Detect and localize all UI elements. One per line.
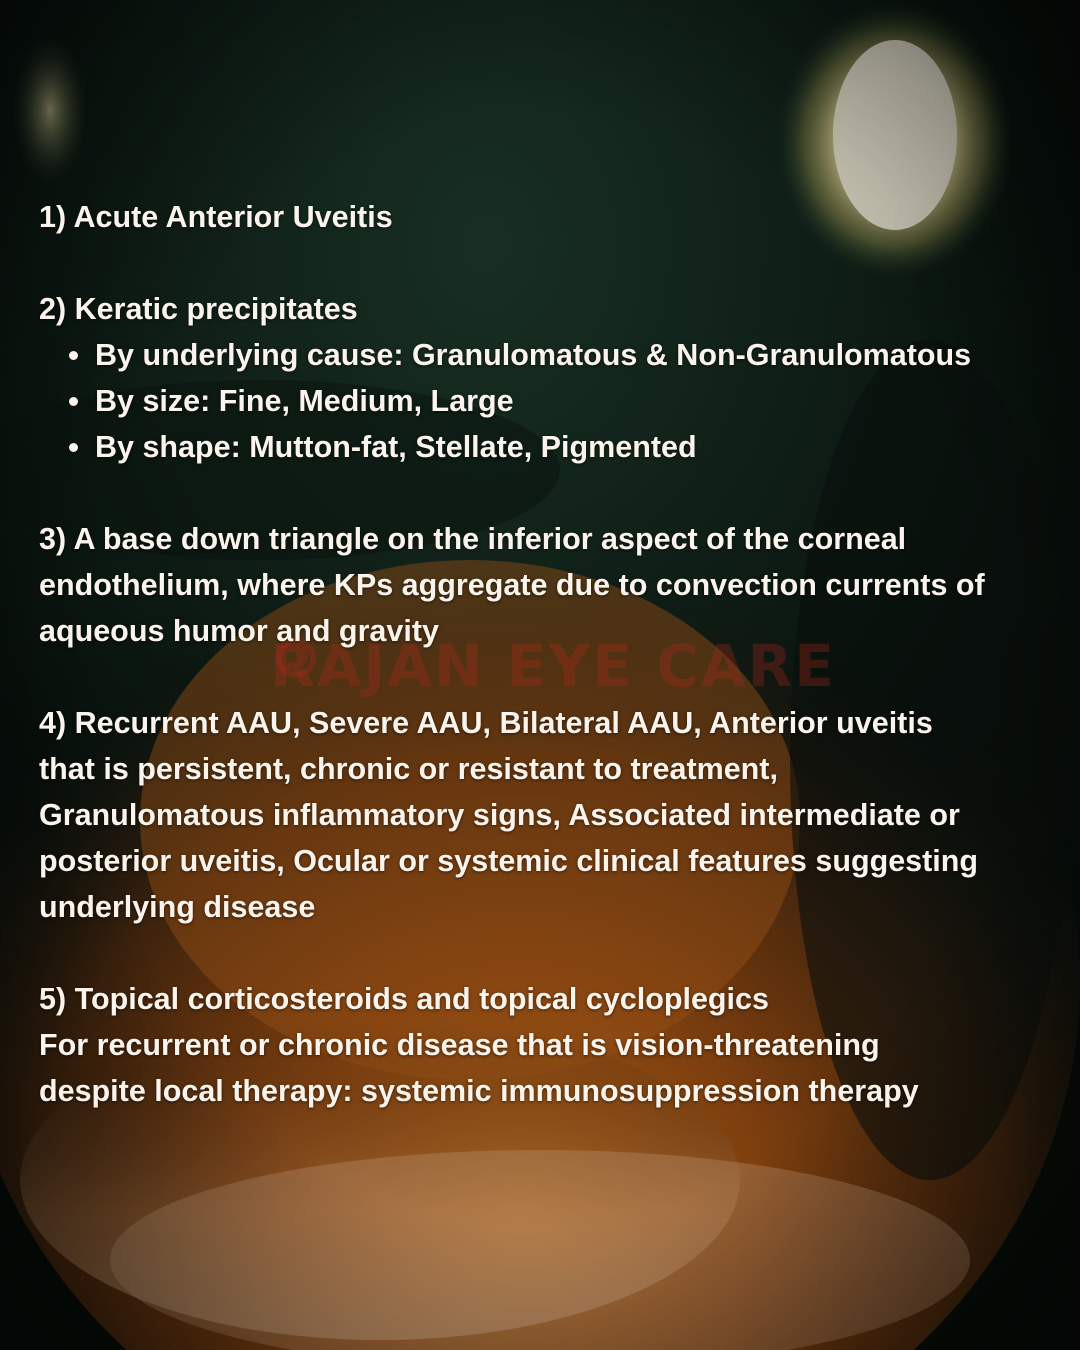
- bullet-dot-icon: [69, 443, 78, 452]
- answer-3-line: 3) A base down triangle on the inferior aspect of the corneal: [39, 522, 907, 556]
- answer-2: [39, 286, 1049, 470]
- answer-4-line: Granulomatous inflammatory signs, Associated intermediate or: [39, 798, 960, 832]
- bullet-text: By size: Fine, Medium, Large: [95, 384, 514, 418]
- answer-4-line: underlying disease: [39, 890, 316, 924]
- bullet-dot-icon: [69, 397, 78, 406]
- bullet-item: [69, 424, 1049, 470]
- answer-1: [39, 194, 1049, 240]
- answer-5-line: 5) Topical corticosteroids and topical cycloplegics: [39, 982, 769, 1016]
- bullet-dot-icon: [69, 351, 78, 360]
- answer-2-heading: 2) Keratic precipitates: [39, 292, 358, 326]
- watermark-text: RAJAN EYE CARE: [270, 632, 836, 700]
- answer-5-line: despite local therapy: systemic immunosuppression therapy: [39, 1074, 919, 1108]
- answer-4: [39, 700, 1049, 930]
- answer-3: [39, 516, 1049, 654]
- bullet-item: [69, 332, 1049, 378]
- answer-4-line: posterior uveitis, Ocular or systemic clinical features suggesting: [39, 844, 979, 878]
- answer-2-bullet-list: [39, 332, 1049, 470]
- answer-5: [39, 976, 1049, 1114]
- answer-4-line: that is persistent, chronic or resistant to treatment,: [39, 752, 778, 786]
- answer-3-line: endothelium, where KPs aggregate due to convection currents of: [39, 568, 985, 602]
- text-content: [39, 194, 1049, 1114]
- answer-1-heading: 1) Acute Anterior Uveitis: [39, 200, 393, 234]
- answer-5-line: For recurrent or chronic disease that is vision-threatening: [39, 1028, 880, 1062]
- bullet-text: By underlying cause: Granulomatous & Non-Granulomatous: [95, 338, 972, 372]
- answer-3-line: aqueous humor and gravity: [39, 614, 439, 648]
- bullet-text: By shape: Mutton-fat, Stellate, Pigmented: [95, 430, 697, 464]
- bullet-item: [69, 378, 1049, 424]
- answer-4-line: 4) Recurrent AAU, Severe AAU, Bilateral AAU, Anterior uveitis: [39, 706, 933, 740]
